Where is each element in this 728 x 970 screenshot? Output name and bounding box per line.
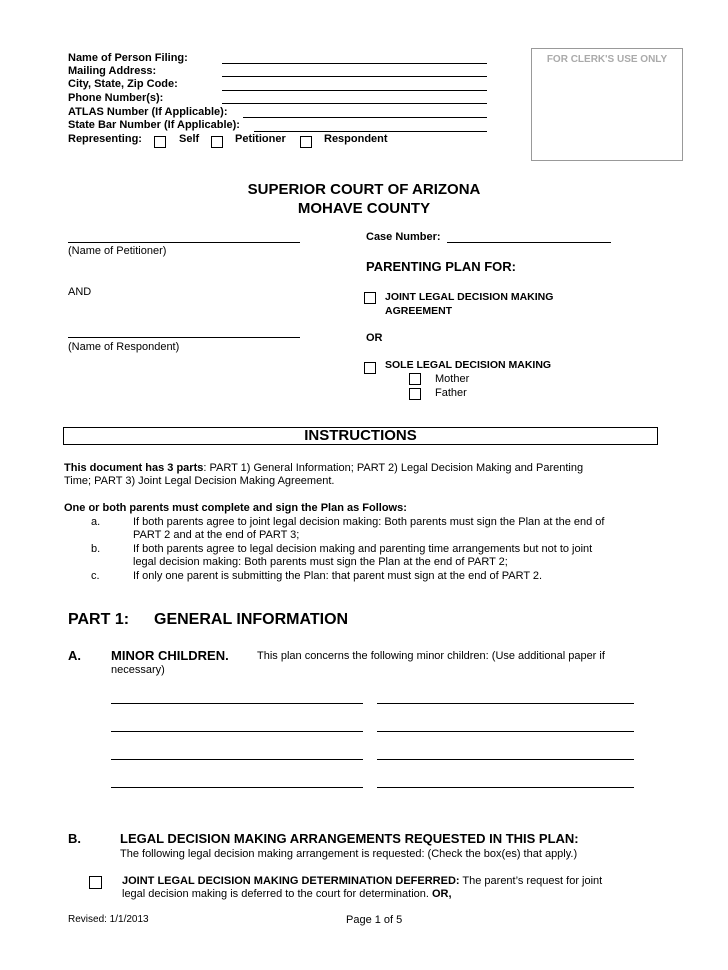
deferred-line1	[122, 875, 602, 888]
court-name: SUPERIOR COURT OF ARIZONA	[247, 181, 481, 198]
instructions-header	[63, 427, 658, 445]
or-label: OR	[366, 332, 383, 344]
deferred-bold: JOINT LEGAL DECISION MAKING DETERMINATION DEFERRED:	[122, 875, 460, 887]
atlas-number-label: ATLAS Number (If Applicable):	[68, 106, 228, 118]
state-bar-field[interactable]	[254, 131, 487, 132]
joint-ldm-label-1: JOINT LEGAL DECISION MAKING	[385, 291, 554, 303]
child-name-field[interactable]	[377, 787, 634, 788]
case-number-label: Case Number:	[366, 231, 441, 243]
instructions-intro-line1	[64, 462, 583, 475]
state-bar-label: State Bar Number (If Applicable):	[68, 119, 240, 131]
respondent-name-label: (Name of Respondent)	[68, 341, 180, 353]
county-name: MOHAVE COUNTY	[297, 200, 431, 217]
instructions-title: INSTRUCTIONS	[304, 427, 417, 444]
sole-father-label: Father	[435, 387, 467, 399]
atlas-number-field[interactable]	[243, 117, 487, 118]
section-a-text: This plan concerns the following minor children: (Use additional paper if	[257, 650, 605, 662]
sole-mother-label: Mother	[435, 373, 470, 385]
child-name-field[interactable]	[111, 787, 363, 788]
sole-ldm-checkbox[interactable]	[364, 362, 376, 374]
page-number: Page 1 of 5	[346, 914, 403, 926]
section-b-text: The following legal decision making arrangement is requested: (Check the box(es) that apply.)	[120, 848, 578, 860]
item-a-line1: If both parents agree to joint legal decision making: Both parents must sign the Plan at the end of	[133, 516, 605, 528]
and-label: AND	[68, 286, 92, 298]
clerk-use-box	[531, 48, 683, 161]
respondent-name-field[interactable]	[68, 337, 300, 338]
case-number-field[interactable]	[447, 242, 611, 243]
deferred-text2: legal decision making is deferred to the court for determination.	[122, 888, 432, 900]
name-filing-label: Name of Person Filing:	[68, 52, 188, 64]
name-filing-field[interactable]	[222, 63, 487, 64]
joint-ldm-label-2: AGREEMENT	[385, 305, 453, 317]
deferred-checkbox[interactable]	[89, 876, 102, 889]
section-a-text2: necessary)	[111, 664, 165, 676]
instructions-intro-bold: This document has 3 parts	[64, 462, 204, 474]
rep-self-label: Self	[179, 133, 200, 145]
section-a-title: MINOR CHILDREN.	[111, 648, 229, 663]
parenting-plan-title: PARENTING PLAN FOR:	[366, 259, 516, 274]
child-name-field[interactable]	[111, 759, 363, 760]
deferred-or: OR,	[432, 888, 452, 900]
section-b-letter: B.	[68, 831, 81, 846]
item-b-line1: If both parents agree to legal decision making and parenting time arrangements but not to joint	[133, 543, 593, 555]
sole-father-checkbox[interactable]	[409, 388, 421, 400]
revised-date: Revised: 1/1/2013	[68, 914, 149, 925]
item-c-line1: If only one parent is submitting the Plan: that parent must sign at the end of PART 2.	[133, 570, 543, 582]
item-a-line2: PART 2 and at the end of PART 3;	[133, 529, 300, 541]
rep-petitioner-label: Petitioner	[235, 133, 286, 145]
part1-title: GENERAL INFORMATION	[154, 611, 349, 628]
item-b-letter: b.	[91, 543, 101, 555]
mailing-address-field[interactable]	[222, 76, 487, 77]
representing-label: Representing:	[68, 133, 142, 145]
phone-label: Phone Number(s):	[68, 92, 164, 104]
deferred-text: The parent’s request for joint	[459, 875, 603, 887]
joint-ldm-checkbox[interactable]	[364, 292, 376, 304]
deferred-line2	[122, 888, 452, 901]
sole-ldm-label: SOLE LEGAL DECISION MAKING	[385, 359, 552, 371]
petitioner-name-label: (Name of Petitioner)	[68, 245, 167, 257]
section-b-title: LEGAL DECISION MAKING ARRANGEMENTS REQUESTED IN THIS PLAN:	[120, 831, 579, 846]
section-a-letter: A.	[68, 648, 81, 663]
rep-petitioner-checkbox[interactable]	[211, 136, 223, 148]
item-c-letter: c.	[91, 570, 100, 582]
sign-heading: One or both parents must complete and sign the Plan as Follows:	[64, 502, 407, 514]
child-name-field[interactable]	[111, 731, 363, 732]
mailing-address-label: Mailing Address:	[68, 65, 157, 77]
city-state-zip-field[interactable]	[222, 90, 487, 91]
part1-label: PART 1:	[68, 611, 130, 628]
petitioner-name-field[interactable]	[68, 242, 300, 243]
rep-respondent-label: Respondent	[324, 133, 388, 145]
child-name-field[interactable]	[111, 703, 363, 704]
rep-respondent-checkbox[interactable]	[300, 136, 312, 148]
phone-field[interactable]	[222, 103, 487, 104]
city-state-zip-label: City, State, Zip Code:	[68, 78, 178, 90]
instructions-intro-line2: Time; PART 3) Joint Legal Decision Making Agreement.	[64, 475, 335, 487]
instructions-intro-rest: : PART 1) General Information; PART 2) Legal Decision Making and Parenting	[203, 462, 584, 474]
item-b-line2: legal decision making: Both parents must sign the Plan at the end of PART 2;	[133, 556, 508, 568]
sole-mother-checkbox[interactable]	[409, 373, 421, 385]
child-name-field[interactable]	[377, 731, 634, 732]
rep-self-checkbox[interactable]	[154, 136, 166, 148]
clerk-use-label: FOR CLERK'S USE ONLY	[546, 54, 668, 65]
child-name-field[interactable]	[377, 703, 634, 704]
child-name-field[interactable]	[377, 759, 634, 760]
item-a-letter: a.	[91, 516, 101, 528]
